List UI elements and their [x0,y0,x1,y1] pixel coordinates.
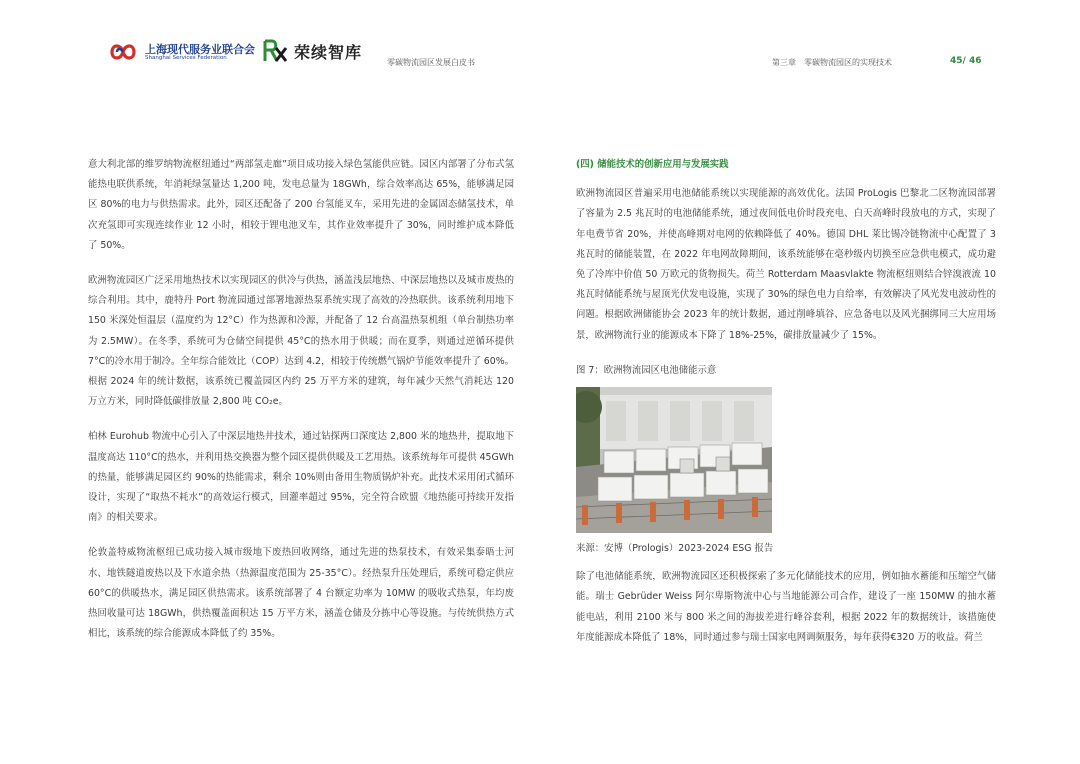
section-title: (四) 储能技术的创新应用与发展实践 [576,159,729,170]
figure-source: 来源：安博（Prologis）2023-2024 ESG 报告 [576,543,774,555]
federation-logo-icon [108,40,138,64]
paragraph-berlin-eurohub: 柏林 Eurohub 物流中心引入了中深层地热井技术，通过钻探两口深度达 2,800 米的地热井，提取地下温度高达 110°C的热水，并利用热交换器为整个园区提供供暖及工艺用热。该系统每年可提供 45GWh 的热量，能够满足园区约 90%的热能需求，剩余 10%则由备用生物质锅炉补充。此技术采用闭式循环设计，实现了“取热不耗水”的高效运行模式，回灌率超过 95%，完全符合欧盟《地热能可持续开发指南》的相关要求。 [88,431,514,524]
federation-name-cn: 上海现代服务业联合会 [145,43,255,56]
paragraph-battery-storage: 欧洲物流园区普遍采用电池储能系统以实现能源的高效优化。法国 ProLogis 巴黎北二区物流园部署了容量为 2.5 兆瓦时的电池储能系统，通过夜间低电价时段充电、白天高峰时段放电的方式，实现了年电费节省 20%，并使高峰期对电网的依赖降低了 40%。德国 DHL 莱比锡冷链物流中心配置了 3 兆瓦时的储能装置，在 2022 年电网故障期间，该系统能够在毫秒级内切换至应急供电模式，成功避免了冷库中价值 50 万欧元的货物损失。荷兰 Rotterdam Maasvlakte 物流枢纽则结合锌溴液流 10 兆瓦时储能系统与屋顶光伏发电设施，实现了 30%的绿色电力自给率，有效解决了风光发电波动性的问题。根据欧洲储能协会 2023 年的统计数据，通过削峰填谷、应急备电以及风光捆绑同三大应用场景，欧洲物流行业的能源成本下降了 18%-25%，碳排放量减少了 15%。 [576,188,996,341]
paragraph-geothermal-rotterdam: 欧洲物流园区广泛采用地热技术以实现园区的供冷与供热，涵盖浅层地热、中深层地热以及城市废热的综合利用。其中，鹿特丹 Port 物流园通过部署地源热泵系统实现了高效的冷热联供。该系统利用地下 150 米深处恒温层（温度约为 12°C）作为热源和冷源，并配备了 12 台高温热泵机组（单台制热功率为 2.5MW）。在冬季，系统可为仓储空间提供 45°C的热水用于供暖；而在夏季，则通过逆循环提供 7°C的冷水用于制冷。全年综合能效比（COP）达到 4.2，相较于传统燃气锅炉节能效率提升了 60%。根据 2024 年的统计数据，该系统已覆盖园区内约 25 万平方米的建筑，每年减少天然气消耗达 120 万立方米，同时降低碳排放量 2,800 吨 CO₂e。 [88,275,514,408]
left-column [88,155,514,659]
rx-logo-icon [262,38,288,64]
federation-logo [108,38,255,68]
doc-title: 零碳物流园区发展白皮书 [387,58,475,67]
brand-name: 荣续智库 [294,43,363,62]
battery-storage-photo [576,387,772,533]
page-header [0,0,1080,80]
federation-name-en: Shanghai Services Federation [145,55,227,61]
chapter-title: 第三章 零碳物流园区的实现技术 [772,58,892,67]
battery-storage-illustration [576,387,772,533]
figure-caption: 图 7：欧洲物流园区电池储能示意 [576,364,717,376]
right-column [576,155,996,663]
paragraph-london-waste-heat: 伦敦盖特威物流枢纽已成功接入城市级地下废热回收网络，通过先进的热泵技术，有效采集泰晤士河水、地铁隧道废热以及下水道余热（热源温度范围为 25-35°C）。经热泵升压处理后，系统可稳定供应 60°C的供暖热水，满足园区供热需求。该系统部署了 4 台额定功率为 10MW 的吸收式热泵，年均废热回收量可达 18GWh，供热覆盖面积达 15 万平方米，涵盖仓储及分拣中心等设施。与传统供热方式相比，该系统的综合能源成本降低了约 35%。 [88,547,514,640]
paragraph-diverse-storage: 除了电池储能系统，欧洲物流园区还积极探索了多元化储能技术的应用，例如抽水蓄能和压缩空气储能。瑞士 Gebrüder Weiss 阿尔卑斯物流中心与当地能源公司合作，建设了一座 150MW 的抽水蓄能电站，利用 2100 米与 800 米之间的海拔差进行峰谷套利，根据 2022 年的数据统计，该措施使年度能源成本降低了 18%，同时通过参与瑞士国家电网调频服务，每年获得€320 万的收益。荷兰 [576,571,996,643]
paragraph-verona-hydrogen: 意大利北部的维罗纳物流枢纽通过“两部氢走廊”项目成功接入绿色氢能供应链。园区内部署了分布式氢能热电联供系统，年消耗绿氢量达 1,200 吨，发电总量为 18GWh，综合效率高达 65%，能够满足园区 80%的电力与供热需求。此外，园区还配备了 200 台氢能叉车，采用先进的金属固态储氢技术，单次充氢即可实现连续作业 12 小时，相较于锂电池叉车，其作业效率提升了 30%，同时维护成本降低了 50%。 [88,159,514,251]
page-number: 45/ 46 [950,56,982,66]
